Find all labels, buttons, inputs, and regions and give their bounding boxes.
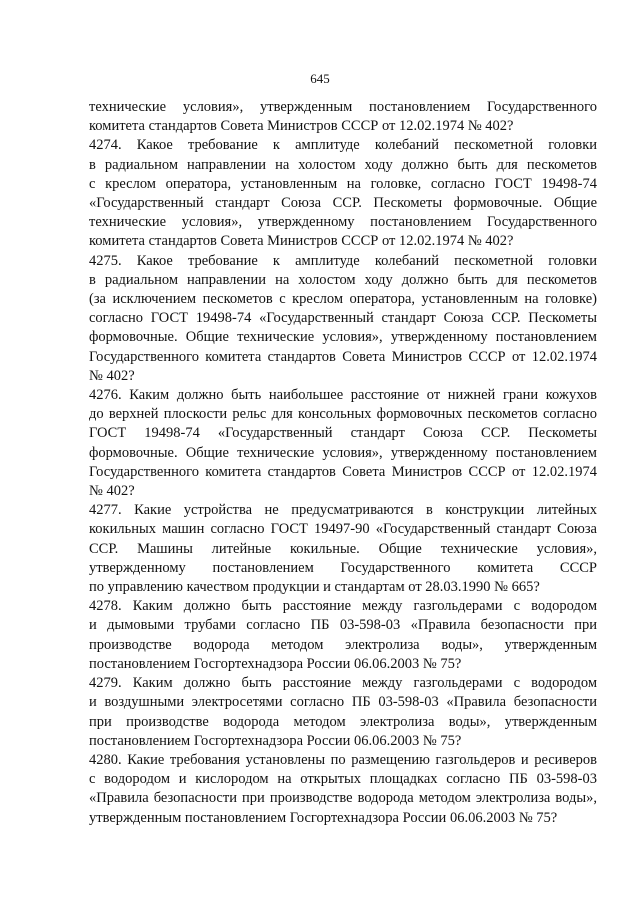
text-line: согласно ГОСТ 19498-74 «Государственный стандарт Союза ССР. Пескометы: [89, 310, 597, 327]
text-line: утвержденным постановлением Госгортехнадзора России 06.06.2003 № 75?: [89, 809, 558, 826]
text-line: № 402?: [89, 367, 135, 384]
text-line: 4280. Какие требования установлены по размещению газгольдеров и ресиверов: [89, 751, 597, 768]
text-line: 4274. Какое требование к амплитуде колебаний пескометной головки: [89, 137, 597, 154]
text-line: 4276. Каким должно быть наибольшее расстояние от нижней грани кожухов: [89, 387, 597, 404]
page-number: 645: [310, 71, 330, 86]
text-line: по управлению качеством продукции и стандартам от 28.03.1990 № 665?: [89, 579, 540, 596]
text-line: в радиальном направлении на холостом ходу должно быть для пескометов: [89, 271, 597, 288]
question-4277: [89, 501, 597, 597]
text-line: производстве водорода методом электролиза воды», утвержденным: [89, 636, 597, 653]
text-line: утвержденному постановлением Государственного комитета СССР: [89, 559, 597, 576]
text-line: комитета стандартов Совета Министров СССР от 12.02.1974 № 402?: [89, 118, 514, 135]
text-line: 4275. Какое требование к амплитуде колебаний пескометной головки: [89, 252, 597, 269]
document-body: [89, 98, 597, 828]
text-line: технические условия», утвержденным постановлением Государственного: [89, 99, 597, 115]
question-4280: [89, 751, 597, 828]
text-line: № 402?: [89, 483, 135, 500]
text-line: при производстве водорода методом электролиза воды», утвержденным: [89, 713, 597, 730]
question-4279: [89, 674, 597, 751]
text-line: ССР. Машины литейные кокильные. Общие технические условия»,: [89, 540, 597, 557]
text-line: постановлением Госгортехнадзора России 06.06.2003 № 75?: [89, 732, 462, 749]
text-line: 4277. Какие устройства не предусматриваются в конструкции литейных: [89, 502, 597, 519]
text-line: технические условия», утвержденному постановлением Государственного: [89, 214, 597, 231]
text-line: с водородом и кислородом на открытых площадках согласно ПБ 03-598-03: [89, 771, 597, 788]
text-line: Государственного комитета стандартов Совета Министров СССР от 12.02.1974: [89, 463, 597, 480]
text-line: ГОСТ 19498-74 «Государственный стандарт Союза ССР. Пескометы: [89, 425, 597, 442]
text-line: постановлением Госгортехнадзора России 06.06.2003 № 75?: [89, 655, 462, 672]
text-line: и воздушными электросетями согласно ПБ 03-598-03 «Правила безопасности: [89, 694, 597, 711]
text-line: «Государственный стандарт Союза ССР. Пескометы формовочные. Общие: [89, 195, 597, 212]
text-line: формовочные. Общие технические условия», утвержденному постановлением: [89, 329, 597, 346]
text-line: комитета стандартов Совета Министров СССР от 12.02.1974 № 402?: [89, 233, 514, 250]
text-line: кокильных машин согласно ГОСТ 19497-90 «Государственный стандарт Союза: [89, 521, 597, 538]
text-line: и дымовыми трубами согласно ПБ 03-598-03 «Правила безопасности при: [89, 617, 597, 634]
text-line: «Правила безопасности при производстве водорода методом электролиза воды»,: [89, 790, 597, 807]
paragraph-continuation: [89, 98, 597, 136]
text-line: Государственного комитета стандартов Совета Министров СССР от 12.02.1974: [89, 348, 597, 365]
text-line: 4278. Каким должно быть расстояние между газгольдерами с водородом: [89, 598, 597, 615]
text-line: до верхней плоскости рельс для консольных формовочных пескометов согласно: [89, 406, 597, 423]
text-line: (за исключением пескометов с креслом оператора, установленным на головке): [89, 291, 597, 308]
question-4275: [89, 252, 597, 386]
question-4278: [89, 597, 597, 674]
question-4276: [89, 386, 597, 501]
text-line: 4279. Каким должно быть расстояние между газгольдерами с водородом: [89, 675, 597, 692]
text-line: с креслом оператора, установленным на головке, согласно ГОСТ 19498-74: [89, 175, 597, 192]
question-4274: [89, 136, 597, 251]
text-line: формовочные. Общие технические условия», утвержденному постановлением: [89, 444, 597, 461]
text-line: в радиальном направлении на холостом ходу должно быть для пескометов: [89, 156, 597, 173]
